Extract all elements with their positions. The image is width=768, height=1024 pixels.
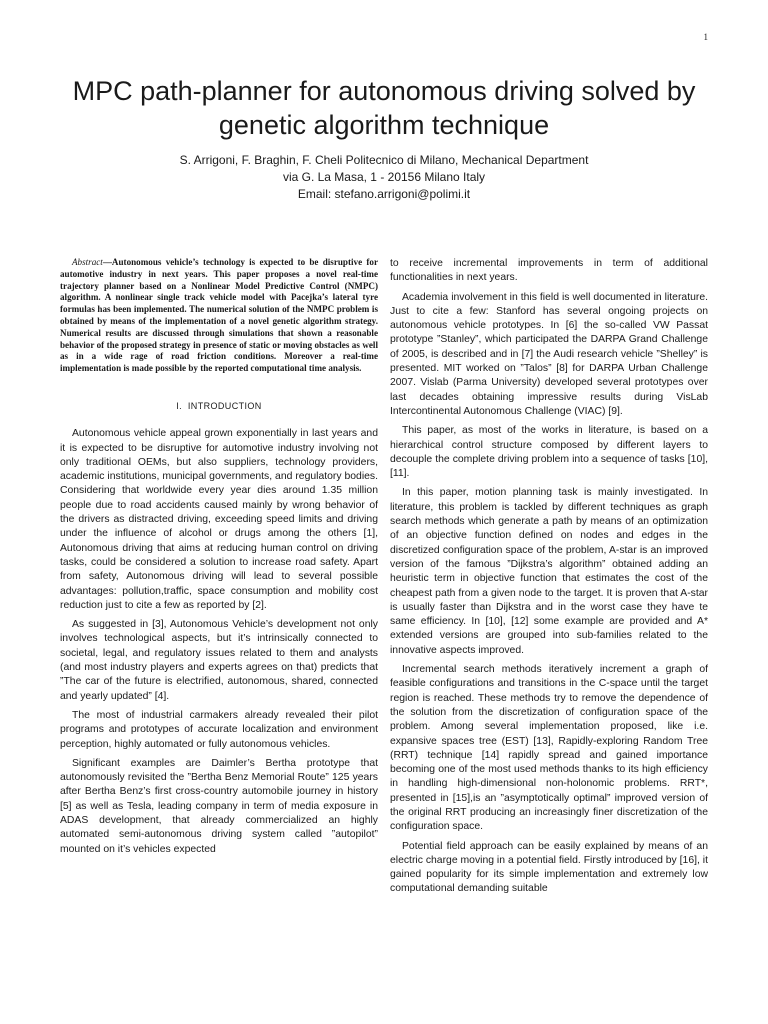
body-paragraph: to receive incremental improvements in term of additional functionalities in next years. bbox=[390, 258, 708, 284]
section-title: INTRODUCTION bbox=[187, 400, 262, 411]
body-paragraph: Potential field approach can be easily explained by means of an electric charge moving in a potential field. Firstly introduced by [16], it gained popularity for its simple implementation and extremely low computational demanding suitable bbox=[390, 840, 708, 895]
body-paragraph: Significant examples are Daimler’s Bertha prototype that autonomously revisited the ”Bertha Benz Memorial Route” 125 years after Bertha Benz’s first cross-country automobile journey in history [5] as well as Tesla, leading company in term of media exposure in ADAS development, that already commercialized an highly automated semi-autonomous driving system called ”autopilot” mounted on it’s vehicles expected bbox=[60, 757, 378, 855]
abstract-text: —Autonomous vehicle’s technology is expected to be disruptive for automotive industry in next years. This paper proposes a novel real-time trajectory planner based on a Nonlinear Model Predictive Control (NMPC) algorithm. A nonlinear single track vehicle model with Pacejka’s lateral tyre formulas has been implemented. The numerical solution of the NMPC problem is obtained by means of the implementation of a novel genetic algorithm strategy. Numerical results are discussed through simulations that shown a reasonable behavior of the proposed strategy in presence of static or moving obstacles as well as in a wide rage of road friction conditions. Moreover a real-time implementation is made possible by the reported computational time analysis. bbox=[60, 257, 378, 374]
abstract-label: Abstract bbox=[72, 257, 103, 267]
author-email: Email: stefano.arrigoni@polimi.it bbox=[297, 187, 471, 201]
author-names: S. Arrigoni, F. Braghin, F. Cheli Politecnico di Milano, Mechanical Department bbox=[179, 153, 589, 167]
body-paragraph: As suggested in [3], Autonomous Vehicle’s development not only involves technological aspects, but it’s intrinsically connected to societal, legal, and regulatory issues related to them and analysts (and most industry players and experts agrees on that) predicts that ”The car of the future is electrified, autonomous, shared, connected and yearly updated” [4]. bbox=[60, 619, 378, 702]
body-paragraph: Academia involvement in this field is well documented in literature. Just to cite a few: Stanford has several ongoing projects on autonomous vehicle prototypes. In [6] the so-called VW Passat prototype ”Stanley”, which participated the DARPA Grand Challenge of 2005, is described and in [7] the Audi research vehicle ”Shelley” is presented. MIT worked on ”Talos” [8] for DARPA Urban Challenge 2007. Vislab (Parma University) developed several prototypes over last decades obtaining impressive results during VisLab Intercontinental Autonomous Challenge (VIAC) [9]. bbox=[390, 291, 708, 417]
section-number: I. bbox=[176, 400, 183, 411]
section-heading-introduction bbox=[60, 399, 378, 413]
page-number: 1 bbox=[703, 32, 708, 42]
body-paragraph: Autonomous vehicle appeal grown exponentially in last years and it is expected to be disruptive for automotive industry involving not only traditional OEMs, but also suppliers, technology providers, academic institutions, municipal governments, and regulatory bodies. Considering that worldwide every year dies around 1.35 million people due to road accidents caused mainly by wrong behavior of the drivers as distracted driving, exceeding speed limits and driving under the influence of alcohol or drugs among the others [1], Autonomous driving that aims at reducing human control on driving tasks, could be considered a solution to increase road safety. Apart from safety, Autonomous driving will lead to several possible advantages: pollution,traffic, space consumption and mobility cost reduction just to cite a few as reported by [2]. bbox=[60, 428, 378, 611]
body-paragraph: In this paper, motion planning task is mainly investigated. In literature, this problem is tackled by different techniques as graph search methods which generate a path by means of an optimization of an objective function defined on nodes and edges in the discretized configuration space of the problem, A-star is an improved version of the famous ”Dijkstra’s algorithm” obtained adding an heuristic term in objective function that estimates the cost of the cheapest path from a given node to the target. It is proven that A-star is usually faster than Dijkstra and in the worst case they have te same efficiency. In [10], [12] some example are provided and A* extended versions are grouped into sub-families related to the innovative aspects improved. bbox=[390, 487, 708, 656]
author-block bbox=[100, 152, 668, 203]
right-column bbox=[390, 257, 708, 902]
body-paragraph: The most of industrial carmakers already revealed their pilot programs and prototypes of accurate localization and environment perception, highly automated or fully autonomous vehicles. bbox=[60, 709, 378, 750]
body-paragraph: Incremental search methods iteratively increment a graph of feasible configurations and transitions in the C-space until the target region is reached. These methods try to remove the dependence of the solution from the discretization of configuration space of the problem. Among several implementation proposed, like i.e. expansive spaces tree (EST) [13], Rapidly-exploring Random Tree (RRT) technique [14] rapidly spread and gained importance becoming one of the most used methods thanks to its high efficiency in handling high-dimensional non-holonomic problems. RRT*, presented in [15],is an ”asymptotically optimal” improved version of the original RRT producing an increasingly finer discretization of the configuration space. bbox=[390, 664, 708, 833]
author-address: via G. La Masa, 1 - 20156 Milano Italy bbox=[282, 170, 486, 184]
paper-title: MPC path-planner for autonomous driving solved by genetic algorithm technique bbox=[72, 76, 696, 140]
body-paragraph: This paper, as most of the works in literature, is based on a hierarchical control structure composed by different layers to decouple the complete driving problem into a sequence of tasks [10], [11]. bbox=[390, 425, 708, 480]
abstract bbox=[60, 257, 378, 375]
left-column bbox=[60, 257, 378, 862]
